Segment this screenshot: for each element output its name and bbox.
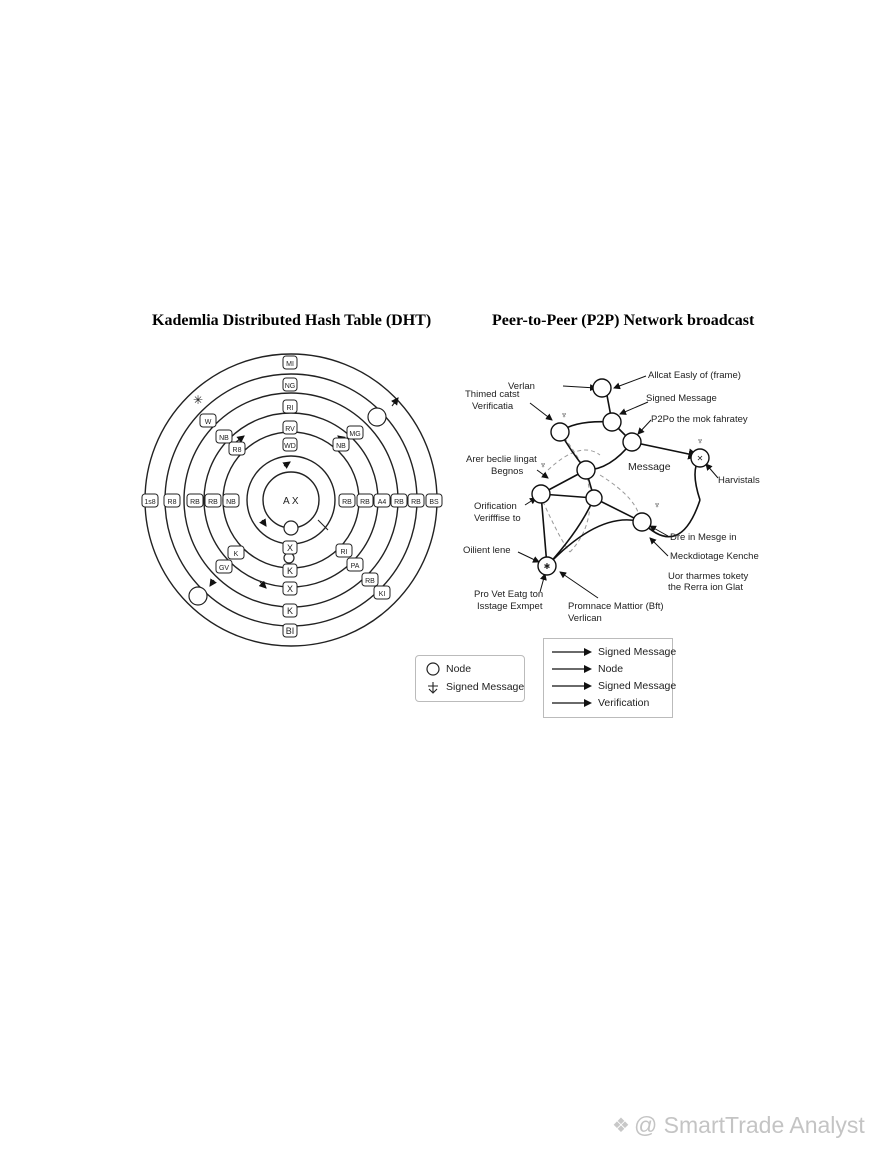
- svg-text:GV: GV: [218, 565, 230, 572]
- p2p-label: Uor tharmes tokety: [668, 571, 749, 582]
- svg-text:X: X: [286, 584, 294, 594]
- svg-text:MI: MI: [286, 361, 294, 368]
- dht-node: [229, 442, 245, 455]
- svg-text:K: K: [286, 566, 294, 576]
- dht-node: [283, 604, 297, 617]
- svg-text:A4: A4: [377, 499, 387, 506]
- svg-text:R8: R8: [232, 447, 242, 454]
- p2p-label: Harvistals: [718, 475, 760, 486]
- svg-text:R8: R8: [167, 499, 177, 506]
- p2p-label: Pro Vet Eatg ton: [474, 589, 544, 600]
- dht-node: [339, 494, 355, 507]
- p2p-label: Meckdiotage Kenche: [670, 551, 759, 562]
- p2p-label: Verificatia: [472, 401, 514, 412]
- dht-node: [426, 494, 442, 507]
- dht-center-node: [284, 521, 298, 535]
- p2p-node: [551, 423, 569, 441]
- svg-text:RB: RB: [411, 499, 421, 506]
- p2p-label: Thimed catst: [465, 389, 520, 400]
- arrow-right-icon: [552, 664, 592, 674]
- svg-text:W: W: [204, 419, 212, 426]
- p2p-label: Promnace Mattior (Bft): [568, 601, 664, 612]
- p2p-label: Verlan: [508, 381, 535, 392]
- dht-empty-node: [368, 408, 386, 426]
- p2p-label: Message: [628, 461, 671, 473]
- dht-node: [142, 494, 158, 507]
- svg-text:BS: BS: [429, 499, 439, 506]
- p2p-label: Orification: [474, 501, 517, 512]
- dht-node: [164, 494, 180, 507]
- node-circle-icon: [426, 662, 440, 676]
- p2p-title: Peer-to-Peer (P2P) Network broadcast: [492, 312, 755, 329]
- dht-left-nodes: [142, 494, 239, 507]
- dht-node: [362, 573, 378, 586]
- p2p-label: Verifffise to: [474, 513, 521, 524]
- dht-center-label: A X: [283, 496, 299, 507]
- watermark-text: @ SmartTrade Analyst: [633, 1112, 865, 1138]
- p2p-node: [623, 433, 641, 451]
- svg-text:♆: ♆: [560, 410, 568, 420]
- svg-text:✕: ✕: [696, 454, 704, 463]
- svg-text:RI: RI: [340, 549, 348, 556]
- dht-title: Kademlia Distributed Hash Table (DHT): [152, 312, 432, 329]
- dht-node: [347, 558, 363, 571]
- dht-node: [374, 494, 390, 507]
- dht-node: [374, 586, 390, 599]
- svg-text:RB: RB: [394, 499, 404, 506]
- p2p-label: Arer beclie lingat: [466, 454, 537, 465]
- dht-right-nodes: [339, 494, 442, 507]
- p2p-node: [633, 513, 651, 531]
- p2p-label: the Rerra ion Glat: [668, 582, 743, 593]
- legend-row: [552, 646, 676, 658]
- svg-text:RI: RI: [286, 405, 294, 412]
- p2p-node: [603, 413, 621, 431]
- dht-node: [283, 564, 297, 577]
- svg-text:♆: ♆: [696, 436, 704, 446]
- legend-row: [552, 663, 623, 675]
- p2p-labels: [463, 370, 760, 624]
- dht-node: [357, 494, 373, 507]
- legend-label: Verification: [598, 697, 650, 709]
- svg-text:RB: RB: [360, 499, 370, 506]
- p2p-label: Oilient lene: [463, 545, 511, 556]
- svg-text:NB: NB: [219, 435, 229, 442]
- legend-node-types: [415, 655, 525, 702]
- arrow-right-icon: [552, 647, 592, 657]
- dht-star-mark: ✳: [193, 393, 204, 407]
- dht-node: [391, 494, 407, 507]
- legend-label: Signed Message: [598, 680, 677, 692]
- dht-empty-node: [189, 587, 207, 605]
- dht-node: [283, 421, 297, 434]
- dht-node: [283, 624, 297, 637]
- p2p-label: Allcat Easly of (frame): [648, 370, 741, 381]
- svg-text:NB: NB: [336, 443, 346, 450]
- dht-node: [205, 494, 221, 507]
- svg-text:K: K: [233, 551, 239, 558]
- svg-text:RV: RV: [285, 426, 295, 433]
- p2p-label: Isstage Exmpet: [477, 601, 543, 612]
- dht-node: [187, 494, 203, 507]
- arrow-right-icon: [552, 698, 592, 708]
- dht-node: [408, 494, 424, 507]
- dht-node: [283, 356, 297, 369]
- p2p-label: Begnos: [491, 466, 524, 477]
- svg-text:RB: RB: [365, 578, 375, 585]
- svg-text:♆: ♆: [653, 500, 661, 510]
- legend-row: [552, 697, 649, 709]
- dht-node: [283, 378, 297, 391]
- diamond-logo-icon: ❖: [612, 1115, 630, 1137]
- svg-text:✱: ✱: [543, 562, 551, 571]
- svg-text:BI: BI: [285, 626, 295, 636]
- dht-node: [200, 414, 216, 427]
- legend-label: Node: [446, 663, 472, 675]
- p2p-label: Verlican: [568, 613, 602, 624]
- legend-row: [552, 680, 676, 692]
- dht-node: [333, 438, 349, 451]
- svg-text:RB: RB: [190, 499, 200, 506]
- legend-label: Node: [598, 663, 624, 675]
- p2p-label: P2Po the mok fahratey: [651, 414, 748, 425]
- svg-text:X: X: [286, 543, 294, 553]
- svg-text:KI: KI: [378, 591, 386, 598]
- dht-node: [228, 546, 244, 559]
- svg-text:MG: MG: [349, 431, 361, 438]
- p2p-node: [593, 379, 611, 397]
- dht-node: [283, 438, 297, 451]
- legend-label: Signed Message: [446, 681, 525, 693]
- legend-label: Signed Message: [598, 646, 677, 658]
- dht-node: [283, 582, 297, 595]
- svg-text:NB: NB: [226, 499, 236, 506]
- dht-node: [283, 400, 297, 413]
- p2p-label: Signed Message: [646, 393, 717, 404]
- svg-text:PA: PA: [350, 563, 360, 570]
- p2p-nodes: [532, 379, 709, 575]
- dht-node: [216, 560, 232, 573]
- legend-arrow-types: [543, 638, 677, 718]
- signed-message-icon: [426, 680, 440, 694]
- dht-node: [336, 544, 352, 557]
- dht-node: [216, 430, 232, 443]
- p2p-node: [586, 490, 602, 506]
- p2p-node: [577, 461, 595, 479]
- svg-text:K: K: [286, 606, 294, 616]
- svg-text:1s8: 1s8: [144, 499, 156, 506]
- legend-row: [426, 680, 524, 694]
- watermark: [612, 1112, 865, 1139]
- dht-top-nodes: [283, 356, 297, 451]
- legend-row: [426, 662, 471, 676]
- svg-text:RB: RB: [342, 499, 352, 506]
- dht-node: [283, 541, 297, 554]
- svg-text:♆: ♆: [539, 460, 547, 470]
- arrow-right-icon: [552, 681, 592, 691]
- svg-text:WD: WD: [284, 443, 296, 450]
- dht-node: [347, 426, 363, 439]
- p2p-node: [532, 485, 550, 503]
- svg-text:NG: NG: [284, 383, 296, 390]
- p2p-label: Dre in Mesge in: [670, 532, 737, 543]
- dht-node: [223, 494, 239, 507]
- svg-text:RB: RB: [208, 499, 218, 506]
